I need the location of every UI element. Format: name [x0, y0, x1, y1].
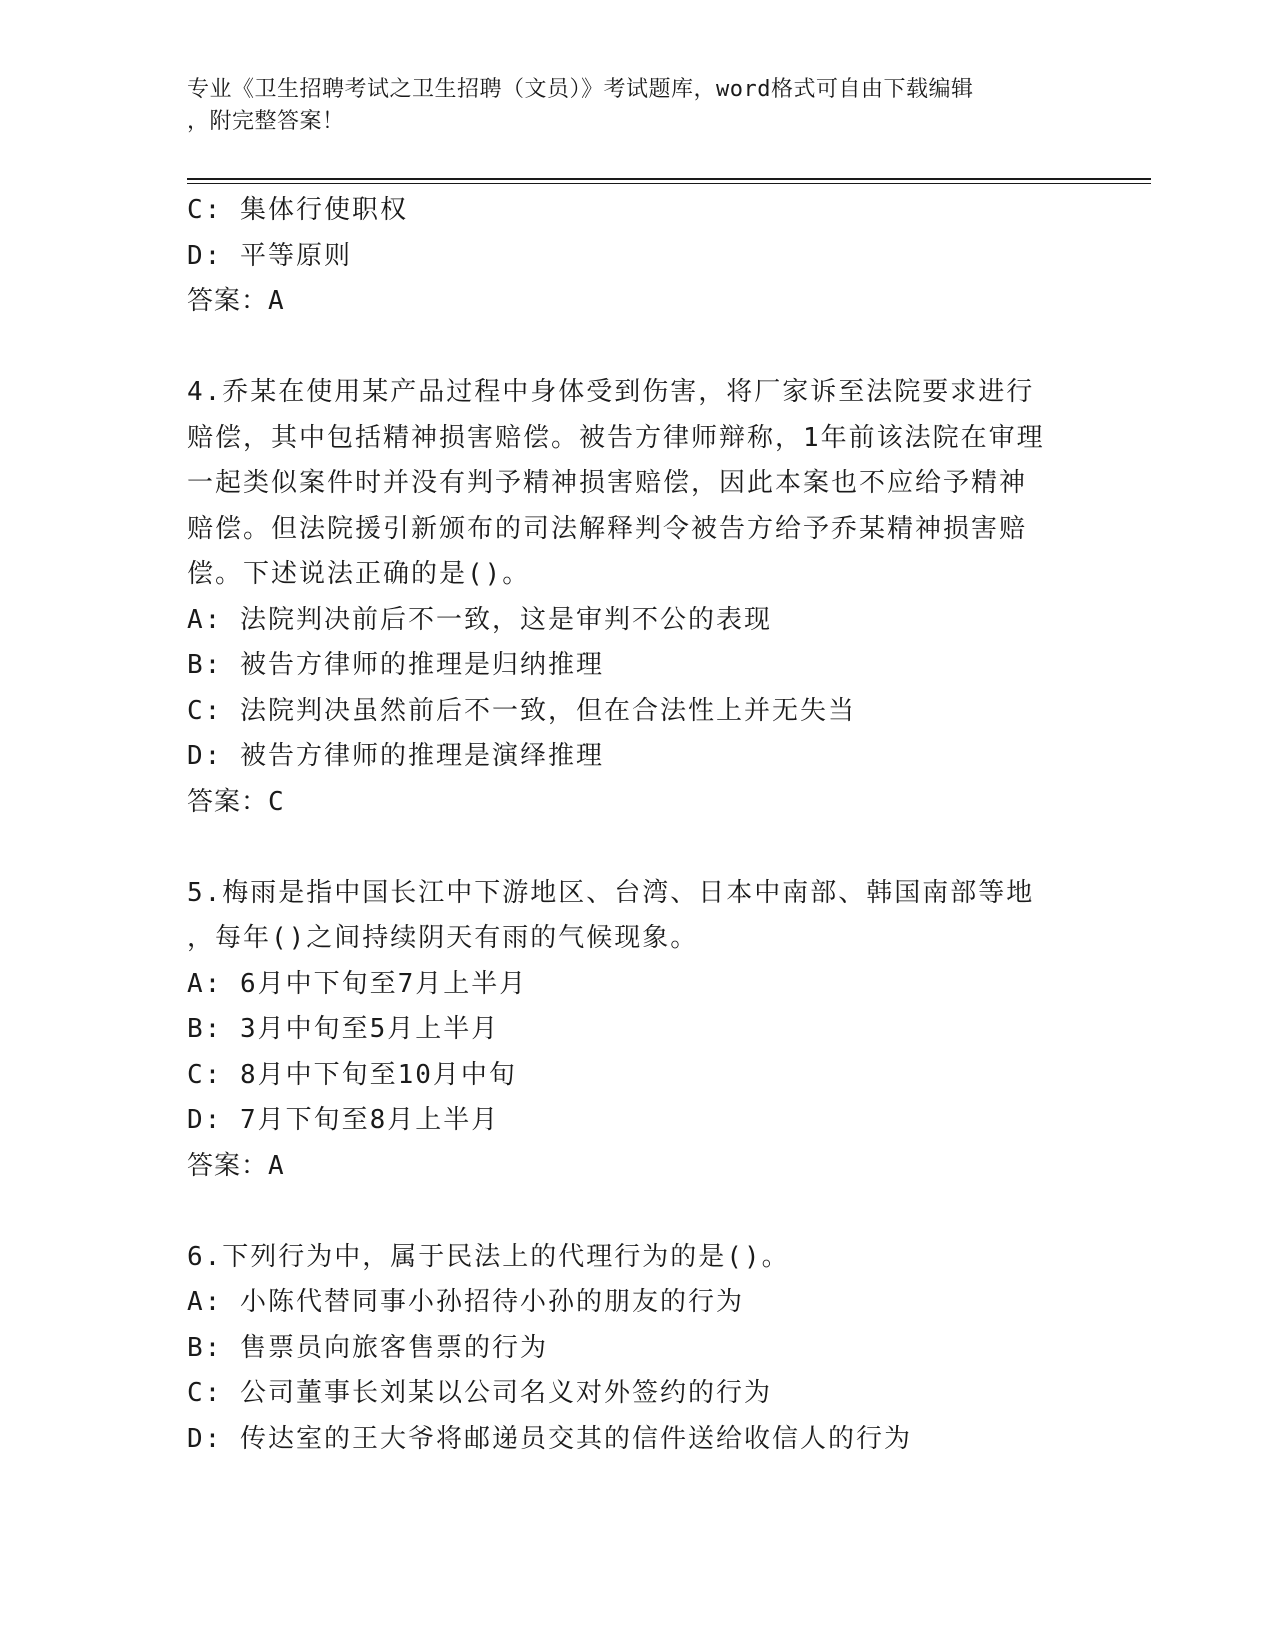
option-d: D: 平等原则	[187, 240, 352, 271]
option-c: C: 集体行使职权	[187, 195, 408, 225]
page-header	[187, 74, 1067, 138]
question-3-continued	[187, 188, 1087, 325]
answer-value: C	[268, 786, 286, 817]
spacer	[187, 325, 1087, 371]
question-5	[187, 871, 1087, 1190]
option-c: C: 8月中下旬至10月中旬	[187, 1059, 517, 1090]
question-6	[187, 1235, 1087, 1463]
answer-label: 答案：	[187, 1150, 269, 1181]
question-stem-line: 一起类似案件时并没有判予精神损害赔偿，因此本案也不应给予精神	[187, 468, 1028, 498]
answer-line	[187, 1144, 1087, 1190]
question-stem-line: 赔偿。但法院援引新颁布的司法解释判令被告方给予乔某精神损害赔	[187, 513, 1028, 544]
question-content	[187, 188, 1087, 1462]
option-d: D: 7月下旬至8月上半月	[187, 1105, 500, 1135]
option-d: D: 被告方律师的推理是演绎推理	[187, 741, 604, 771]
option-b: B: 3月中旬至5月上半月	[187, 1014, 500, 1044]
answer-label: 答案：	[187, 786, 269, 817]
option-c: C: 公司董事长刘某以公司名义对外签约的行为	[187, 1378, 772, 1408]
option-d: D: 传达室的王大爷将邮递员交其的信件送给收信人的行为	[187, 1423, 912, 1454]
header-line-2: ，附完整答案！	[187, 109, 345, 134]
spacer	[187, 825, 1087, 871]
question-stem-line: ，每年()之间持续阴天有雨的气候现象。	[187, 923, 699, 953]
question-stem-line: 偿。下述说法正确的是()。	[187, 559, 531, 589]
answer-value: A	[268, 1150, 286, 1181]
question-4	[187, 370, 1087, 825]
header-divider-thin	[187, 183, 1151, 184]
question-stem-line: 4.乔某在使用某产品过程中身体受到伤害，将厂家诉至法院要求进行	[187, 377, 1035, 407]
question-stem-line: 5.梅雨是指中国长江中下游地区、台湾、日本中南部、韩国南部等地	[187, 877, 1035, 908]
header-divider-thick	[187, 178, 1151, 180]
answer-label: 答案：	[187, 286, 269, 316]
header-line-1: 专业《卫生招聘考试之卫生招聘（文员）》考试题库，word格式可自由下载编辑	[187, 77, 974, 102]
option-a: A: 小陈代替同事小孙招待小孙的朋友的行为	[187, 1287, 744, 1317]
option-a: A: 6月中下旬至7月上半月	[187, 968, 528, 999]
answer-line	[187, 279, 1087, 325]
question-stem-line: 赔偿，其中包括精神损害赔偿。被告方律师辩称，1年前该法院在审理	[187, 422, 1045, 453]
spacer	[187, 1189, 1087, 1235]
option-b: B: 售票员向旅客售票的行为	[187, 1332, 548, 1363]
answer-line	[187, 780, 1087, 826]
answer-value: A	[268, 286, 286, 316]
question-stem-line: 6.下列行为中，属于民法上的代理行为的是()。	[187, 1241, 790, 1272]
option-b: B: 被告方律师的推理是归纳推理	[187, 650, 604, 680]
option-c: C: 法院判决虽然前后不一致，但在合法性上并无失当	[187, 695, 856, 726]
option-a: A: 法院判决前后不一致，这是审判不公的表现	[187, 604, 772, 635]
